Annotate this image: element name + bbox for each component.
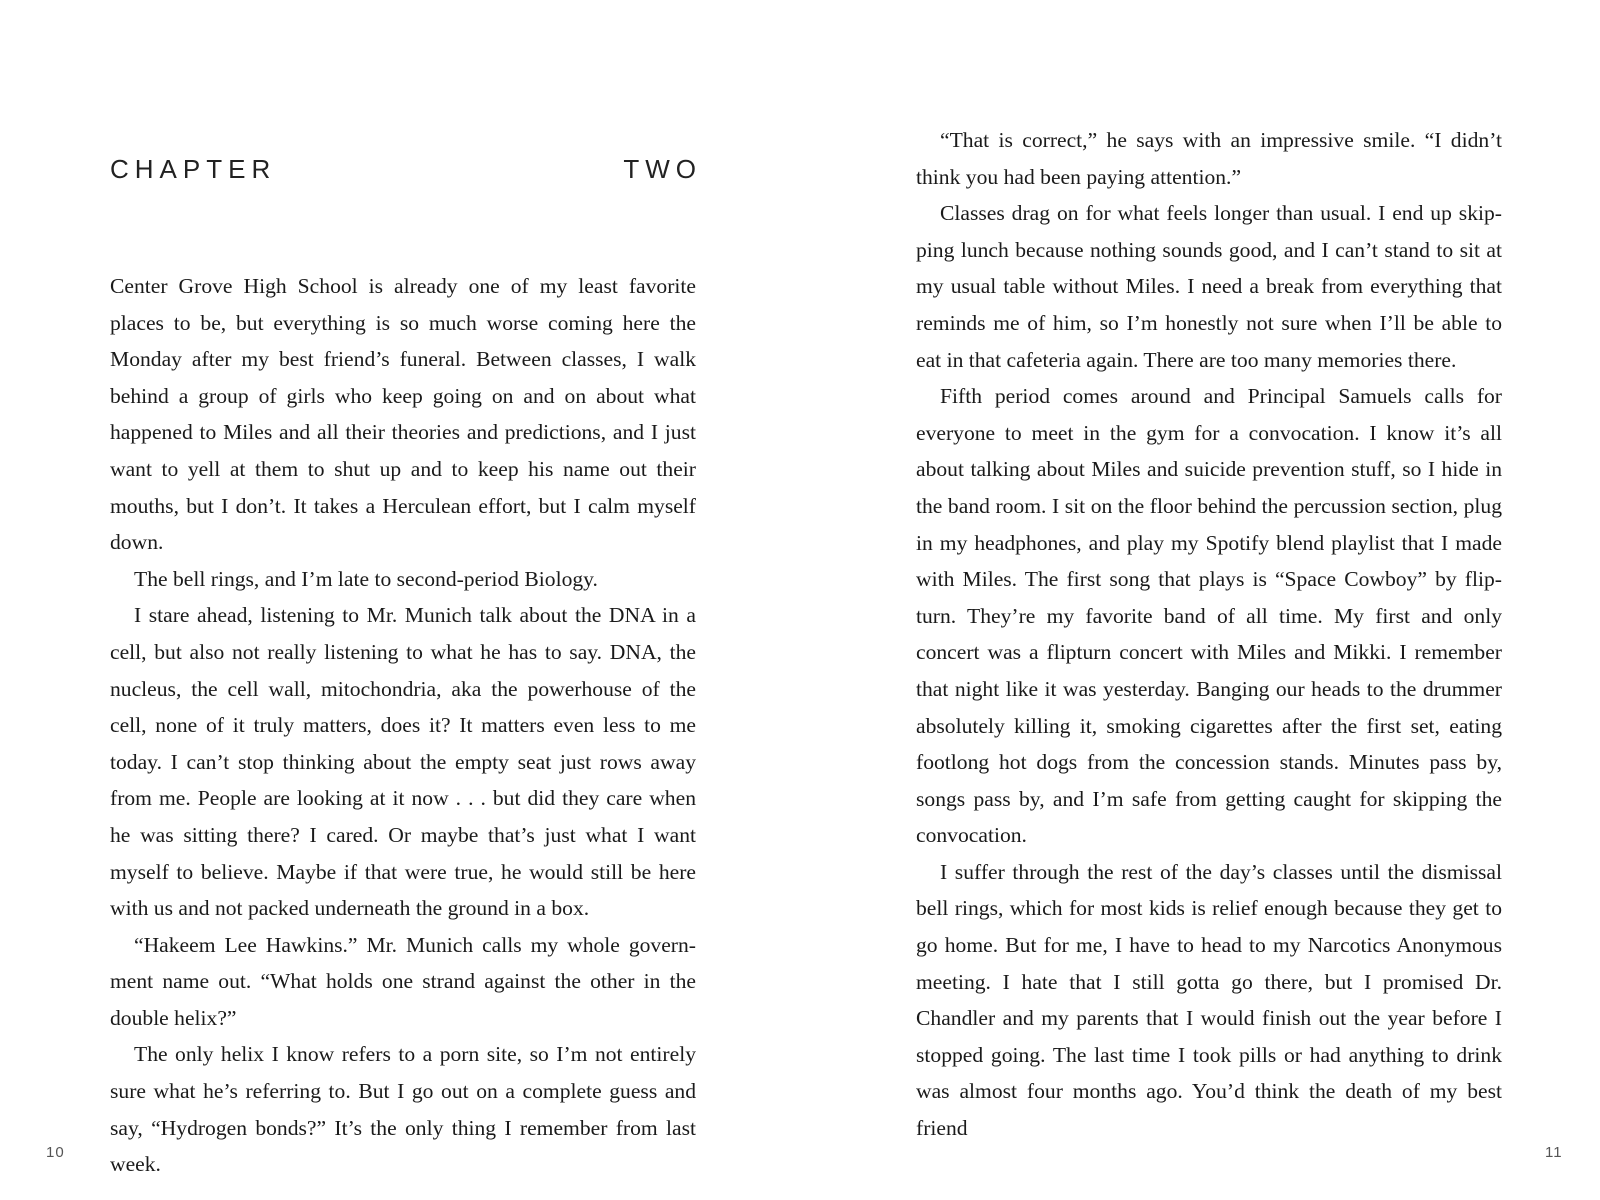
page-number-left: 10 (46, 1144, 65, 1161)
paragraph: Center Grove High School is already one of my least favorite places to be, but everything is so much worse coming here the Monday after my best friend’s funeral. Between classes, I walk behind a group of girls who keep going on and on about what happened to Miles and all their theories and predictions, and I just want to yell at them to shut up and to keep his name out their mouths, but I don’t. It takes a Herculean effort, but I calm myself down. (110, 274, 696, 555)
right-page (800, 0, 1600, 1200)
paragraph: The only helix I know refers to a porn site, so I’m not entirely sure what he’s referring to. But I go out on a complete guess and say, “Hydrogen bonds?” It’s the only thing I remember from last week. (110, 1042, 696, 1177)
paragraph: The bell rings, and I’m late to second-period Biology. (134, 566, 598, 591)
paragraph: Classes drag on for what feels longer than usual. I end up skipping lunch because nothing sounds good, and I can’t stand to sit at my usual table without Miles. I need a break from everything that reminds me of him, so I’m honestly not sure when I’ll be able to eat in that cafeteria again. There are too many memories there. (916, 201, 1502, 372)
page-number-right: 11 (1545, 1144, 1563, 1161)
right-page-body (916, 122, 1502, 1147)
chapter-heading (110, 154, 702, 185)
paragraph: I stare ahead, listening to Mr. Munich talk about the DNA in a cell, but also not really listening to what he has to say. DNA, the nucleus, the cell wall, mitochondria, aka the powerhouse of the cell, none of it truly matters, does it? It matters even less to me today. I can’t stop thinking about the empty seat just rows away from me. People are looking at it now . . . but did they care when he was sitting there? I cared. Or maybe that’s just what I want myself to believe. Maybe if that were true, he would still be here with us and not packed underneath the ground in a box. (110, 603, 696, 921)
paragraph: “Hakeem Lee Hawkins.” Mr. Munich calls my whole government name out. “What holds one strand against the other in the double helix?” (110, 932, 696, 1030)
paragraph: Fifth period comes around and Principal Samuels calls for everyone to meet in the gym for a convocation. I know it’s all about talking about Miles and suicide prevention stuff, so I hide in the band room. I sit on the floor behind the percussion section, plug in my headphones, and play my Spotify blend playlist that I made with Miles. The first song that plays is “Space Cowboy” by flipturn. They’re my favorite band of all time. My first and only concert was a flipturn concert with Miles and Mikki. I remember that night like it was yesterday. Banging our heads to the drummer absolutely killing it, smoking cigarettes after the first set, eating footlong hot dogs from the concession stands. Minutes pass by, songs pass by, and I’m safe from getting caught for skipping the convocation. (916, 384, 1502, 848)
left-page-body (110, 268, 696, 1183)
chapter-number: TWO (623, 154, 702, 184)
paragraph: I suffer through the rest of the day’s classes until the dismissal bell rings, which for most kids is relief enough because they get to go home. But for me, I have to head to my Narcotics Anonymous meeting. I hate that I still gotta go there, but I promised Dr. Chandler and my parents that I would finish out the year before I stopped going. The last time I took pills or had anything to drink was almost four months ago. You’d think the death of my best friend (916, 859, 1502, 1141)
chapter-word: CHAPTER (110, 154, 277, 184)
paragraph: “That is correct,” he says with an impressive smile. “I didn’t think you had been paying attention.” (916, 128, 1502, 189)
